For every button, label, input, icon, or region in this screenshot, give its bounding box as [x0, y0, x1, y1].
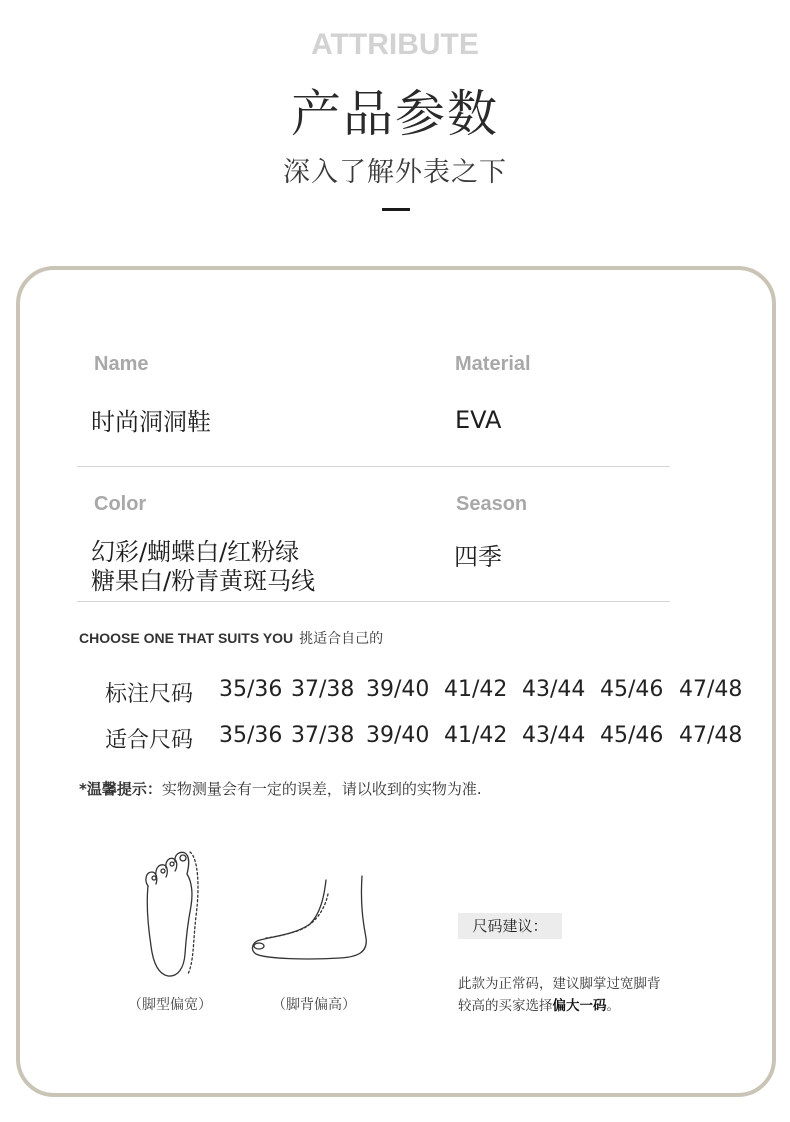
divider-line: [77, 466, 670, 467]
size-advice-title: 尺码建议：: [458, 913, 562, 939]
advice-line2-suffix: 。: [606, 998, 620, 1014]
size-cell: 43/44: [522, 677, 586, 702]
caption-high-instep: （脚背偏高）: [272, 997, 356, 1013]
advice-line1: 此款为正常码，建议脚掌过宽脚背: [458, 976, 661, 992]
material-label: Material: [455, 353, 531, 375]
size-row-fit: [0, 723, 790, 753]
season-label: Season: [456, 493, 528, 515]
high-instep-foot-icon: [248, 872, 372, 962]
note-prefix: *温馨提示：: [79, 780, 162, 798]
caption-wide-foot: （脚型偏宽）: [128, 997, 212, 1013]
size-advice-text: [458, 973, 718, 1017]
size-cell: 39/40: [366, 723, 430, 748]
size-cell: 41/42: [444, 723, 508, 748]
advice-line2-prefix: 较高的买家选择: [458, 998, 553, 1014]
season-value: 四季: [454, 543, 502, 571]
wide-foot-icon: [138, 846, 206, 980]
size-cell: 45/46: [600, 677, 664, 702]
size-row-label: 适合尺码: [105, 728, 194, 753]
color-label: Color: [94, 493, 147, 515]
size-cell: 47/48: [679, 677, 743, 702]
name-label: Name: [94, 353, 149, 375]
color-value-line2: 糖果白/粉青黄斑马线: [91, 567, 316, 595]
size-cell: 43/44: [522, 723, 586, 748]
size-cell: 37/38: [291, 677, 355, 702]
size-heading-cn: 挑适合自己的: [299, 631, 384, 647]
name-value: 时尚洞洞鞋: [91, 408, 211, 436]
size-cell: 47/48: [679, 723, 743, 748]
eyebrow-text: ATTRIBUTE: [311, 28, 479, 61]
advice-line2: [458, 995, 718, 1017]
size-cell: 35/36: [219, 677, 283, 702]
size-cell: 35/36: [219, 723, 283, 748]
advice-line2-bold: 偏大一码: [552, 998, 607, 1014]
size-row-marked: [0, 677, 790, 707]
title-divider: [382, 208, 410, 211]
size-row-label: 标注尺码: [105, 682, 194, 707]
size-heading-en: CHOOSE ONE THAT SUITS YOU: [79, 630, 294, 646]
material-value: EVA: [455, 406, 502, 434]
divider-line: [77, 601, 670, 602]
size-cell: 39/40: [366, 677, 430, 702]
size-cell: 45/46: [600, 723, 664, 748]
size-cell: 41/42: [444, 677, 508, 702]
note-text: 实物测量会有一定的误差，请以收到的实物为准.: [161, 780, 482, 798]
page-subtitle: 深入了解外表之下: [283, 157, 507, 188]
size-heading: [79, 628, 383, 648]
size-cell: 37/38: [291, 723, 355, 748]
page-title: 产品参数: [291, 85, 499, 143]
measurement-note: [79, 778, 482, 799]
color-value-line1: 幻彩/蝴蝶白/红粉绿: [91, 538, 300, 566]
